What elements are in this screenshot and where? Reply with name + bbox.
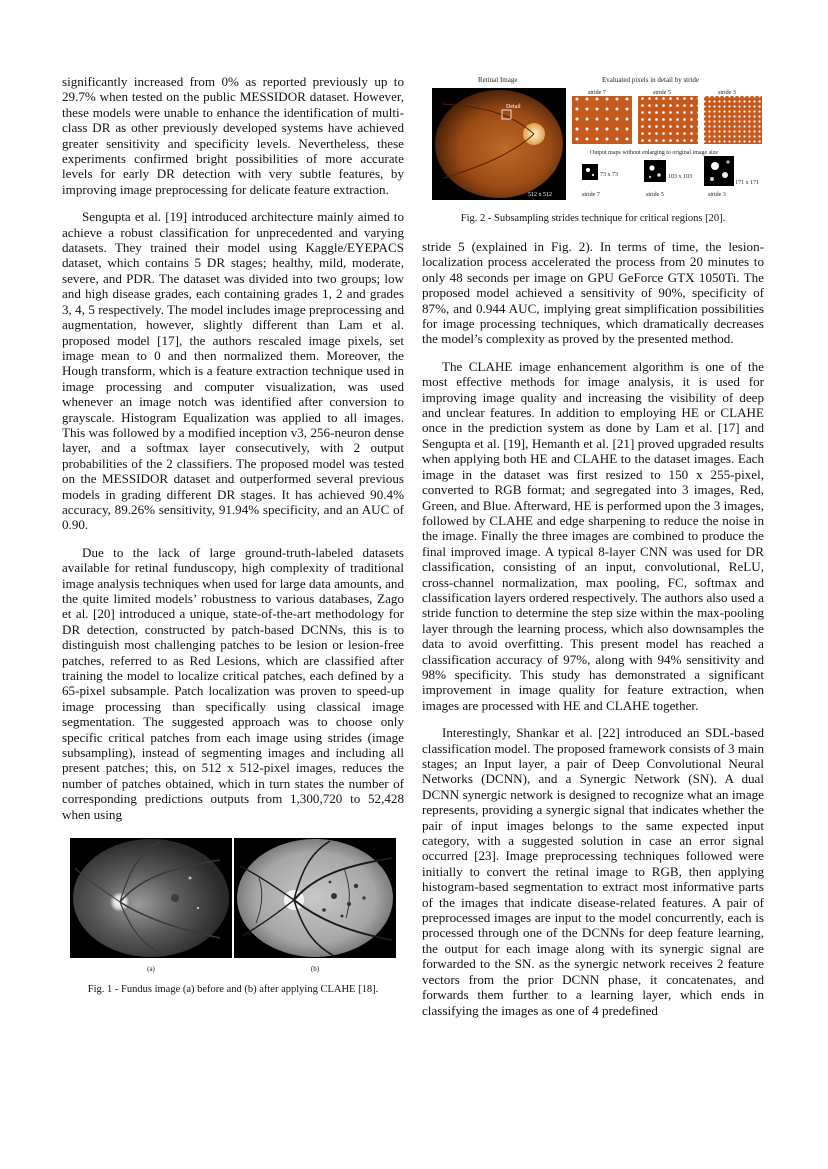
right-paragraph-1: stride 5 (explained in Fig. 2). In terms of time, the lesion-localization process accelerated the process from 20 minutes to only 48 seconds per image on GPU GeForce GTX 1050Ti. The proposed model achieved a sensitivity of 90%, specificity of 87%, and 0.944 AUC, implying great simplification possibilities for image processing techniques, which dramatically decreases the model’s complexity as proved by the presented method.	[422, 239, 764, 347]
left-paragraph-3: Due to the lack of large ground-truth-labeled datasets available for retinal funduscopy, high complexity of traditional image analysis techniques when used for large data amounts, and the quite limited models’ robustness to various databases, Zago et al. [20] introduced a unique, state-of-the-art methodology for DR detection, constructed by patch-based DCNNs, this is to distinguish most challenging patches to be lesion or lesion-free patches, referred to as Red Lesions, which are classified after training the model to localize critical patches, each defined by a 65-pixel subsample. Patch localization was proven to speed-up image processing than specifically using classical image segmentation. The suggested approach was to choose only specific critical patches from each image using strides (image subsampling), instead of segmenting images and including all present patches; this, on 512 x 512-pixel images, reduces the number of patches obtained, which in turn states the number of corresponding predictions outputs from 1,300,720 to 52,428 when using	[62, 544, 404, 822]
figure-1	[62, 838, 404, 996]
image-size-label: 512 x 512	[528, 192, 552, 198]
output-stride-3-label: stride 3	[708, 192, 726, 198]
map-size-3: 171 x 171	[735, 180, 759, 186]
retinal-fundus	[435, 90, 563, 198]
map-size-5: 103 x 103	[668, 174, 692, 180]
output-map-7	[582, 164, 598, 180]
figure-1-caption: Fig. 1 - Fundus image (a) before and (b) after applying CLAHE [18].	[87, 984, 379, 996]
stride-3-grid	[704, 96, 762, 144]
left-paragraph-2: Sengupta et al. [19] introduced architecture mainly aimed to achieve a robust classification for unprecedented and varying datasets. They trained their model using Kaggle/EYEPACS dataset, which contains 5 DR stages; healthy, mild, moderate, severe, and PDR. The dataset was divided into two groups; low and high disease grades, each containing grades 1, 2 and grades 3, 4, 5 respectively. The model includes image preprocessing and augmentation, however, slightly different than Lam et al. proposed model [17], the authors rescaled image pixels, set image mean to 0 and then normalized them. Moreover, the Hough transform, which is a feature extraction technique used in image processing and computer visualization, was used whenever an image notch was identified after conversion to grayscale. Histogram Equalization was applied to all images. This was followed by a modified inception v3, 256-neuron dense layer, and a softmax layer consecutively, with 2 output probabilities of the 2 classifiers. The proposed model was tested on the MESSIDOR dataset and outperformed several previous models in grading different DR stages. It has achieved 90.4% accuracy, 89.26% sensitivity, 91.94% specificity, and an AUC of 0.90.	[62, 209, 404, 533]
evaluated-pixels-title: Evaluated pixels in detail by stride	[602, 76, 700, 84]
right-paragraph-3: Interestingly, Shankar et al. [22] introduced an SDL-based classification model. The proposed framework consists of 3 main stages; an Input layer, a pair of Deep Convolutional Neural Networks (DCNN), and a Synergic Network (SN). A dual DCNN synergic network is designed to recognize what an image represents, providing a synergic signal that indicates whether the pair of input images belongs to the same expected input category, with a suggested solution in case an error signal occurred [23]. Image preprocessing techniques followed were initially to convert the retinal image to RGB, then applying histogram-based segmentation to extract most informative parts of the images that indicate disease-related features. A pair of preprocessed images are input to the model concurrently, each is processed through one of the DCNNs for deep feature learning, the output for each image along with its synergic signal are forwarded to the SN. as the synergic network receives 2 feature vectors from the prior DCNN phase, it concatenates, and forwards them further to a learning layer, which ends in classifying the images as one of 4 predefined	[422, 725, 764, 1018]
fundus-panel-a	[70, 838, 232, 973]
figure-2-graphic	[422, 74, 764, 202]
output-map-5	[644, 160, 666, 182]
fundus-panel-b	[234, 838, 396, 973]
stride-7-grid	[572, 96, 632, 144]
panel-label-b: (b)	[310, 965, 320, 974]
right-column	[422, 74, 764, 1030]
right-paragraph-2: The CLAHE image enhancement algorithm is one of the most effective methods for image analysis, it is used for improving image quality and increasing the visibility of deep and unclear features. In addition to employing HE or CLAHE once in the prediction system as done by Lam et al. [17] and Sengupta et al. [19], Hemanth et al. [21] proved upgraded results when applying both HE and CLAHE to the dataset images. Each image in the dataset was first resized to 150 x 255-pixel, converted to RGB format; and segregated into 3 images, Red, Green, and Blue. Afterward, HE is performed upon the 3 images, followed by CLAHE and edge sharpening to reduce the noise in the image. Finally the three images are combined to produce the final improved image. A typical 8-layer CNN was used for DR classification, consisting of an input, convolutional, ReLU, cross-channel normalization, max pooling, FC, softmax and classification layers ordered respectively. The authors also used a stride function to determine the step size within the max-pooling layer through the learning process, which also downsamples the data to avoid overfitting. This present model has reached a classification accuracy of 97%, along with 94% sensitivity and 98% specificity. This study has demonstrated a significant improvement in image quality for feature extraction, when images are processed with HE and CLAHE together.	[422, 358, 764, 713]
stride-3-label: stride 3	[718, 90, 736, 96]
stride-7-label: stride 7	[588, 90, 606, 96]
map-size-7: 73 x 73	[600, 172, 618, 178]
panel-label-a: (a)	[147, 965, 155, 974]
figure-2-caption: Fig. 2 - Subsampling strides technique for critical regions [20].	[460, 213, 726, 224]
output-map-3	[704, 156, 734, 186]
stride-5-label: stride 5	[653, 90, 671, 96]
fundus-after-clahe-image	[234, 838, 396, 958]
figure-1-images	[62, 838, 404, 973]
retinal-image-title: Retinal Image	[478, 76, 518, 84]
subsampling-strides-diagram	[422, 74, 764, 202]
left-column	[62, 74, 404, 996]
left-paragraph-1: significantly increased from 0% as reported previously up to 29.7% when tested on the public MESSIDOR dataset. However, these models were unable to enhance the identification of multi-class DR as other previously developed systems have achieved greater sensitivity and specificity levels. Nevertheless, these experiments confirmed bright possibilities of more accurate levels for early DR detection with very subtle features, by improving image preprocessing for delicate feature extraction.	[62, 74, 404, 197]
output-stride-5-label: stride 5	[646, 192, 664, 198]
output-maps-note: Output maps without enlarging to original image size	[590, 150, 719, 156]
figure-2	[422, 74, 764, 225]
fundus-before-image	[70, 838, 232, 958]
detail-label: Detail	[506, 104, 521, 110]
stride-5-grid	[638, 96, 698, 144]
output-stride-7-label: stride 7	[582, 192, 600, 198]
